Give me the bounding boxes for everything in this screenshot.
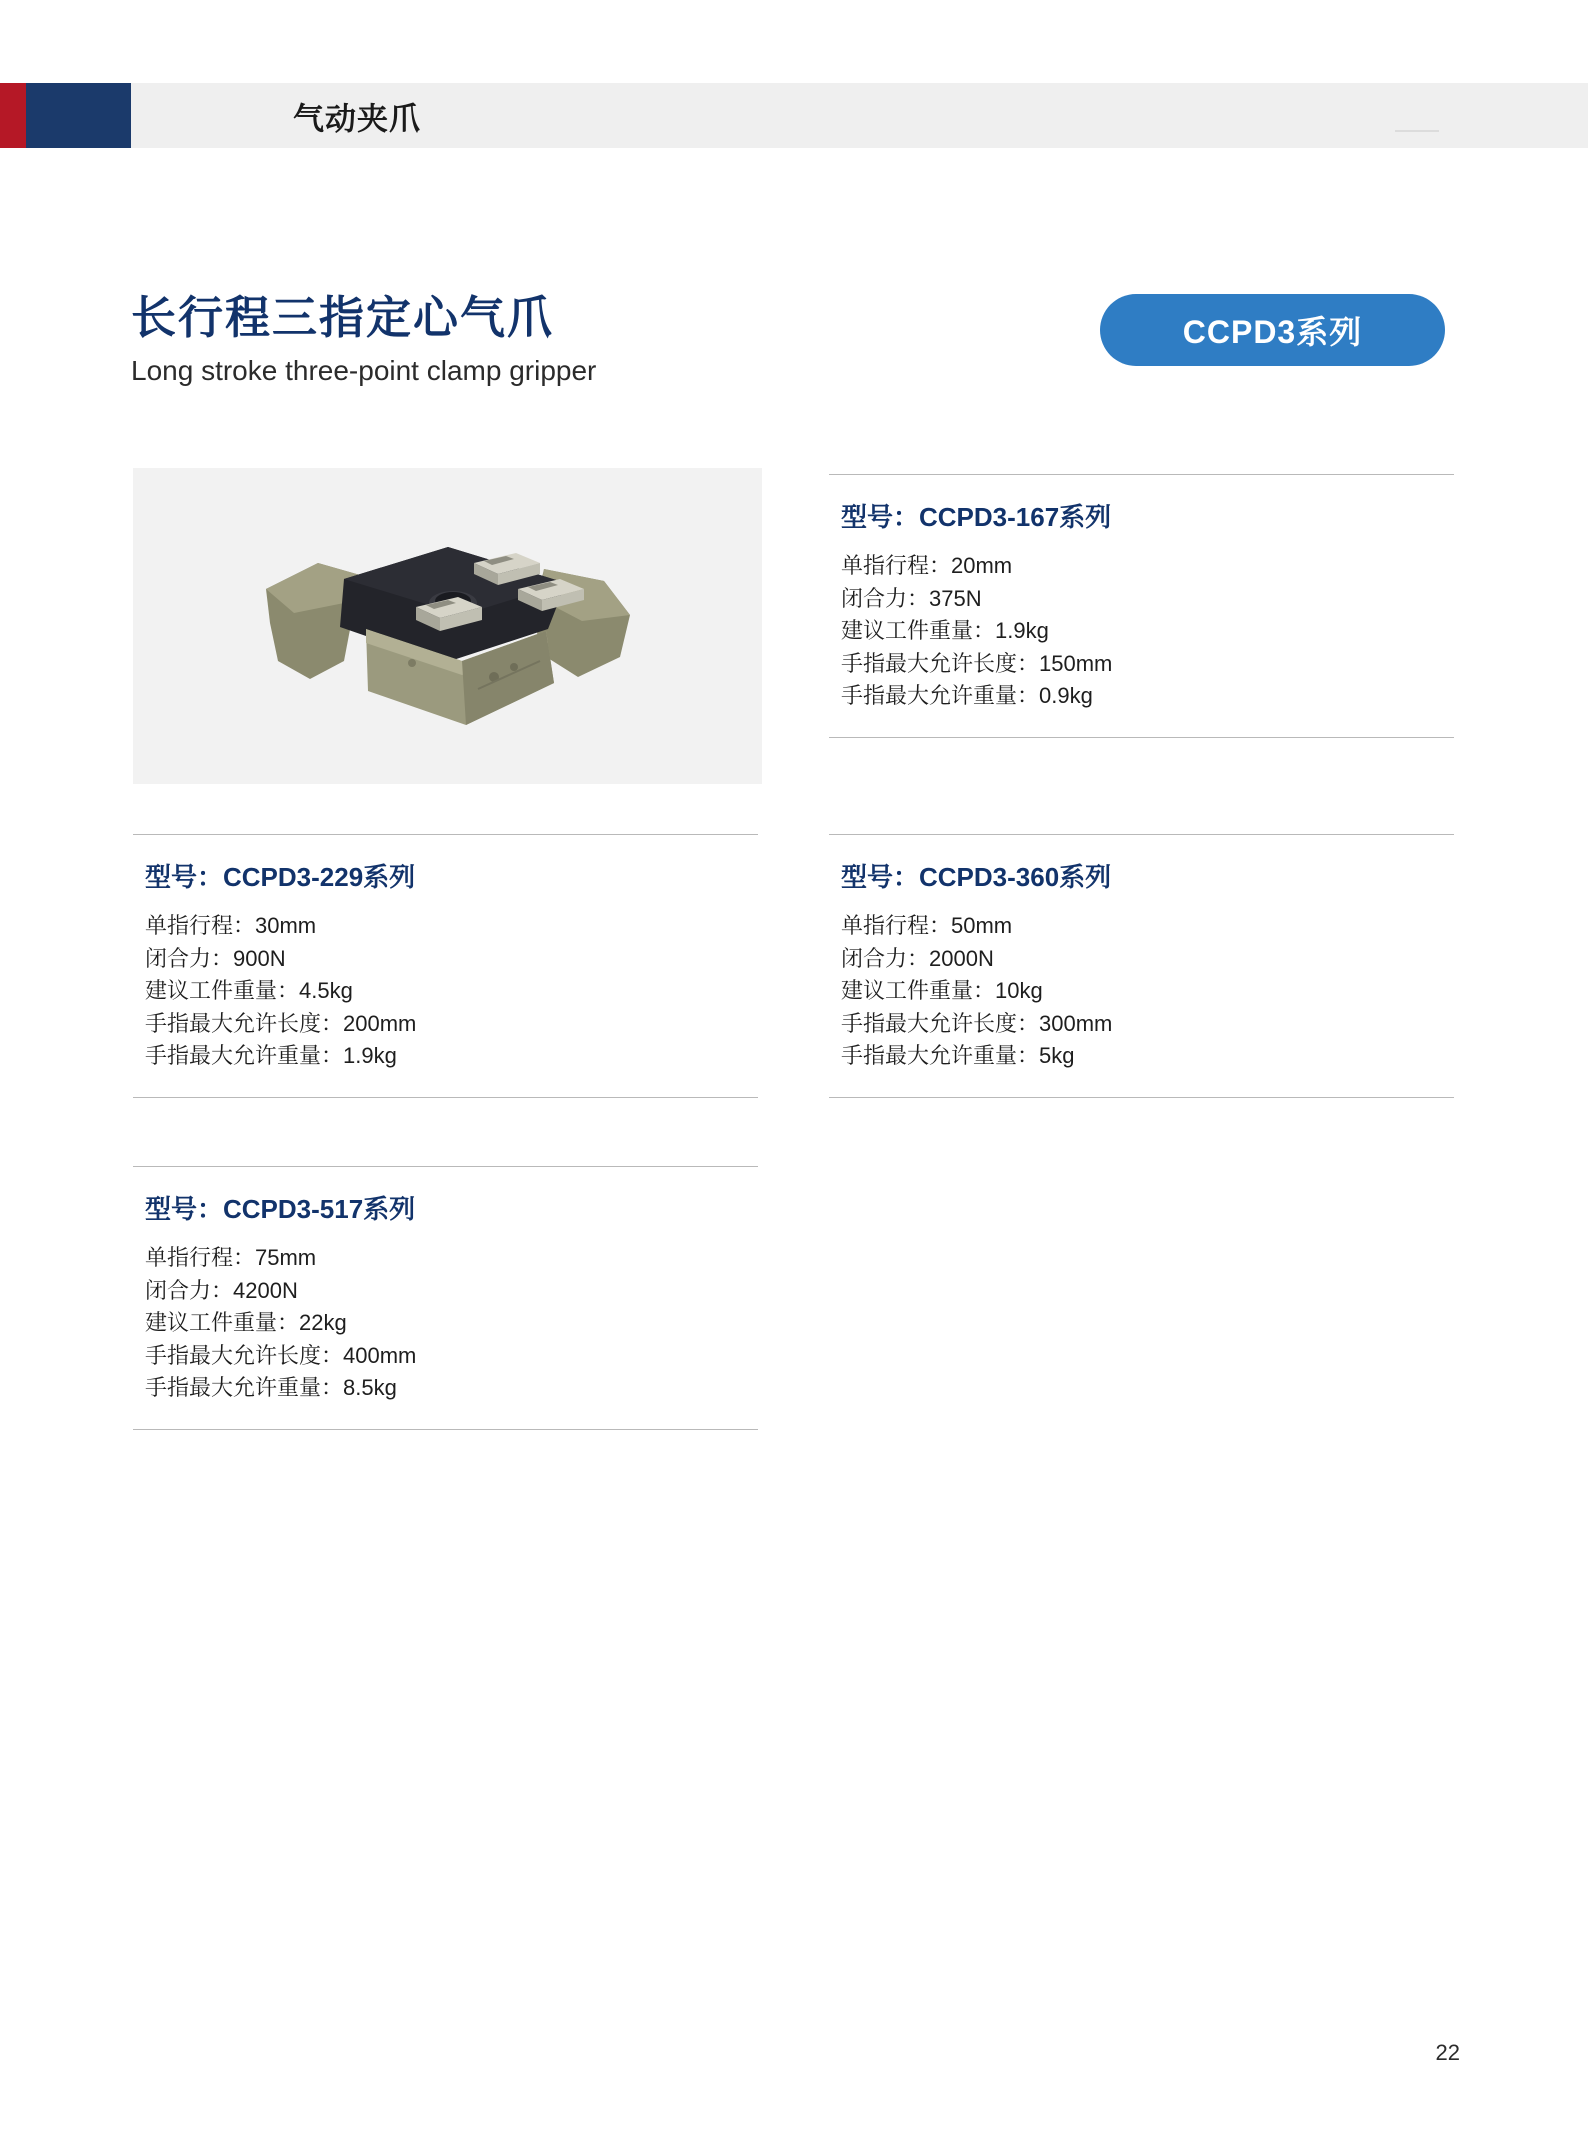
divider-bottom	[133, 1097, 758, 1098]
series-badge: CCPD3系列	[1100, 294, 1445, 366]
spec-model-label: 型号：CCPD3-167系列	[841, 502, 1112, 532]
spec-line: 单指行程：30mm	[145, 913, 317, 938]
divider-bottom	[133, 1429, 758, 1430]
spec-line-list	[133, 1242, 758, 1429]
spec-line: 闭合力：900N	[145, 945, 286, 971]
spec-line: 手指最大允许重量：1.9kg	[145, 1043, 397, 1069]
spec-line: 建议工件重量：10kg	[841, 978, 1043, 1004]
page-title-en: Long stroke three-point clamp gripper	[131, 355, 597, 386]
spec-line: 手指最大允许长度：400mm	[145, 1342, 417, 1368]
spec-line: 闭合力：2000N	[841, 945, 994, 971]
spec-line-list	[829, 550, 1454, 737]
spec-block-ccpd3-167	[829, 474, 1454, 738]
spec-line: 手指最大允许长度：200mm	[145, 1010, 417, 1036]
spec-model-label: 型号：CCPD3-229系列	[145, 862, 416, 892]
spec-line: 单指行程：20mm	[841, 553, 1013, 578]
page-header	[0, 83, 1588, 148]
spec-line-list	[829, 910, 1454, 1097]
spec-line: 建议工件重量：4.5kg	[145, 978, 353, 1004]
header-title: 气动夹爪	[293, 101, 421, 136]
page-number: 22	[1435, 2040, 1460, 2065]
spec-model-label: 型号：CCPD3-360系列	[841, 862, 1112, 892]
spec-line: 闭合力：375N	[841, 585, 982, 611]
spec-line: 建议工件重量：1.9kg	[841, 618, 1049, 644]
spec-line: 建议工件重量：22kg	[145, 1310, 347, 1336]
spec-line: 闭合力：4200N	[145, 1277, 298, 1303]
spec-model-label: 型号：CCPD3-517系列	[145, 1194, 416, 1224]
spec-line: 手指最大允许长度：150mm	[841, 650, 1113, 676]
spec-line: 单指行程：50mm	[841, 913, 1013, 938]
divider-bottom	[829, 737, 1454, 738]
spec-block-ccpd3-229	[133, 834, 758, 1098]
header-tab-red	[0, 83, 26, 148]
spec-line: 手指最大允许重量：5kg	[841, 1043, 1075, 1069]
header-decoration-line	[1395, 130, 1439, 132]
header-tab-blue	[26, 83, 131, 148]
spec-line: 手指最大允许重量：0.9kg	[841, 683, 1093, 709]
spec-line: 手指最大允许长度：300mm	[841, 1010, 1113, 1036]
spec-block-ccpd3-360	[829, 834, 1454, 1098]
page-title-zh: 长行程三指定心气爪	[131, 292, 555, 343]
gripper-illustration	[248, 511, 648, 741]
spec-line-list	[133, 910, 758, 1097]
spec-block-ccpd3-517	[133, 1166, 758, 1430]
product-image	[133, 468, 762, 784]
spec-line: 单指行程：75mm	[145, 1245, 317, 1270]
spec-line: 手指最大允许重量：8.5kg	[145, 1375, 397, 1401]
divider-bottom	[829, 1097, 1454, 1098]
